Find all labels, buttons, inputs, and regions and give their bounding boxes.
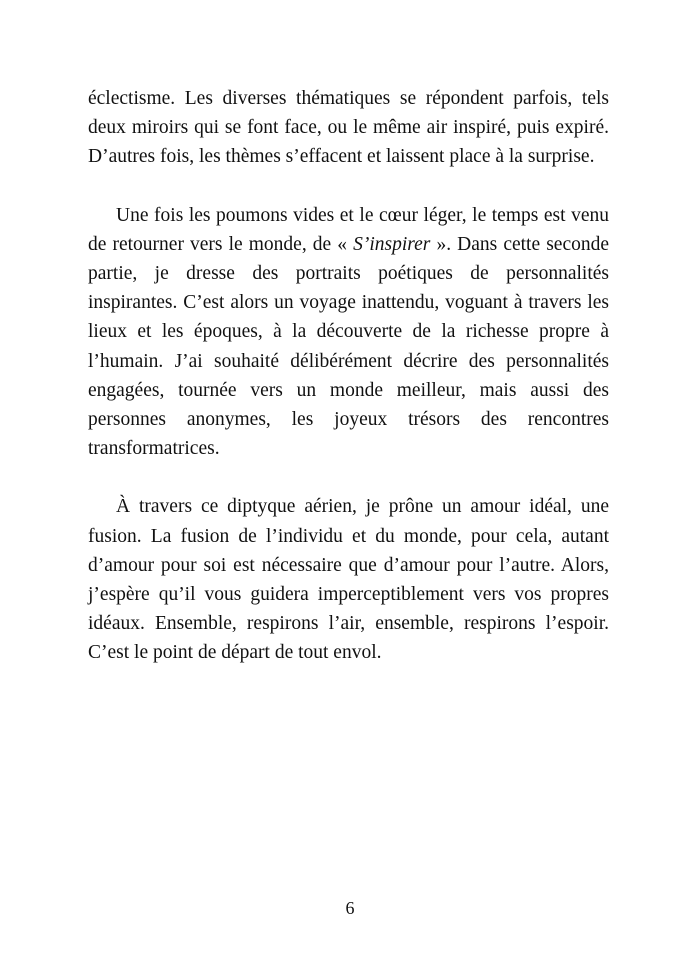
paragraph-2: [88, 201, 609, 464]
paragraph-2-end: ». Dans cette seconde partie, je dresse des portraits poétiques de personnalités inspirantes. C’est alors un voyage inattendu, voguant à travers les lieux et les époques, à la découverte de la richesse propre à l’humain. J’ai souhaité délibérément décrire des personnalités engagées, tournée vers un monde meilleur, mais aussi des personnes anonymes, les joyeux trésors des rencontres transformatrices.: [88, 233, 609, 460]
paragraph-2-start: Une fois les poumons vides et le cœur léger, le temps est venu de retourner vers le monde, de «: [88, 204, 609, 255]
page-number: 6: [345, 898, 355, 918]
paragraph-1: éclectisme. Les diverses thématiques se répondent parfois, tels deux miroirs qui se font face, ou le même air inspiré, puis expiré. D’autres fois, les thèmes s’effacent et laissent place à la surprise.: [88, 88, 609, 168]
italic-title-sinspirer: S’inspirer: [353, 233, 431, 255]
paragraph-3: À travers ce diptyque aérien, je prône un amour idéal, une fusion. La fusion de l’individu et du monde, pour cela, autant d’amour pour soi est nécessaire que d’amour pour l’autre. Alors, j’espère qu’il vous guidera imperceptiblement vers vos propres idéaux. Ensemble, respirons l’air, ensemble, respirons l’espoir. C’est le point de départ de tout envol.: [88, 496, 609, 664]
page-body: [88, 84, 609, 668]
